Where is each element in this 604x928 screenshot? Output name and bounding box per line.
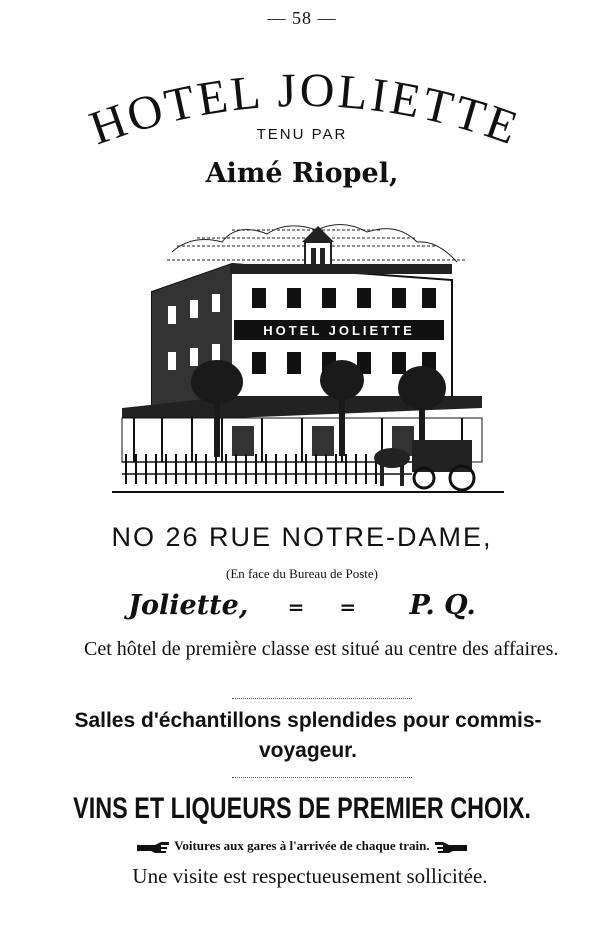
visit-invitation: Une visite est respectueusement sollicitée. — [132, 864, 488, 888]
province: P. Q. — [409, 590, 476, 621]
carriages-text: Voitures aux gares à l'arrivée de chaque train. — [174, 838, 430, 853]
hotel-title-text: HOTEL JOLIETTE — [83, 63, 527, 156]
pointing-hand-left-icon — [433, 839, 469, 855]
hotel-title — [10, 30, 594, 170]
pointing-hand-right-icon — [135, 839, 171, 855]
page-number: — 58 — — [267, 8, 337, 28]
dotted-divider — [232, 698, 412, 699]
street-address: NO 26 RUE NOTRE-DAME, — [111, 522, 493, 552]
city-name: Joliette, — [128, 590, 249, 621]
city-separator: = = — [287, 595, 371, 619]
kept-by-label: TENU PAR — [256, 126, 348, 143]
hotel-description: Cet hôtel de première classe est situé au centre des affaires. — [84, 638, 559, 660]
wines-liquors-text: VINS ET LIQUEURS DE PREMIER CHOIX. — [73, 792, 531, 825]
dotted-divider — [232, 777, 412, 778]
owner-name: Aimé Riopel, — [205, 158, 399, 189]
city-line — [0, 590, 604, 621]
carriages-line — [0, 838, 604, 855]
sample-rooms-text: Salles d'échantillons splendides pour commis-voyageur. — [74, 709, 542, 762]
address-landmark: (En face du Bureau de Poste) — [226, 566, 378, 581]
building-sign-text: HOTEL JOLIETTE — [263, 323, 415, 338]
hotel-illustration — [112, 212, 504, 504]
